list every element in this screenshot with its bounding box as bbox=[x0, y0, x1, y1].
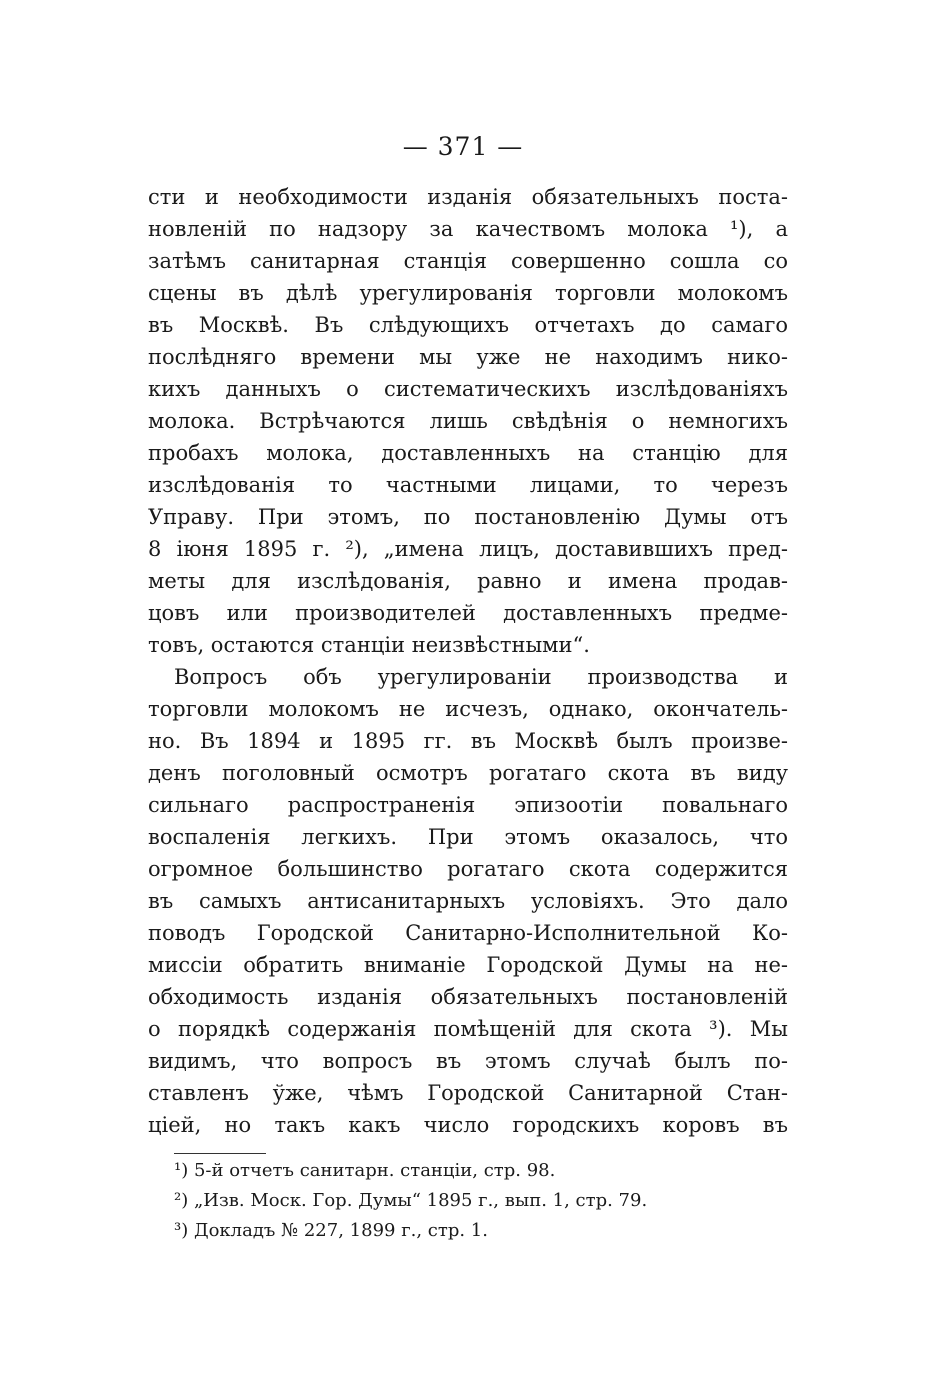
text-line: миссіи обратить вниманіе Городской Думы на не- bbox=[148, 953, 788, 977]
footnotes bbox=[174, 1156, 794, 1246]
text-line: Управу. При этомъ, по постановленію Думы отъ bbox=[148, 505, 788, 529]
text-line: меты для изслѣдованія, равно и имена продав- bbox=[148, 569, 788, 593]
text-line: сильнаго распространенія эпизоотіи повальнаго bbox=[148, 793, 788, 817]
text-line: но. Въ 1894 и 1895 гг. въ Москвѣ былъ произве- bbox=[148, 729, 788, 753]
text-line: поводъ Городской Санитарно-Исполнительной Ко- bbox=[148, 921, 788, 945]
text-line: послѣдняго времени мы уже не находимъ нико- bbox=[148, 345, 788, 369]
text-line: сти и необходимости изданія обязательныхъ поста- bbox=[148, 185, 788, 209]
text-line: молока. Встрѣчаются лишь свѣдѣнія о немногихъ bbox=[148, 409, 788, 433]
text-line: 8 іюня 1895 г. ²), „имена лицъ, доставившихъ пред- bbox=[148, 537, 788, 561]
paragraph-2 bbox=[148, 661, 788, 1141]
footnote-1: ¹) 5-й отчетъ санитарн. станціи, стр. 98. bbox=[174, 1160, 556, 1181]
text-line: огромное большинство рогатаго скота содержится bbox=[148, 857, 788, 881]
paragraph-1 bbox=[148, 181, 788, 661]
text-line: затѣмъ санитарная станція совершенно сошла со bbox=[148, 249, 788, 273]
text-line: сцены въ дѣлѣ урегулированія торговли молокомъ bbox=[148, 281, 788, 305]
text-line: товъ, остаются станціи неизвѣстными“. bbox=[148, 633, 590, 657]
text-line: ставленъ ўже, чѣмъ Городской Санитарной Стан- bbox=[148, 1081, 788, 1105]
page-number: — 371 — bbox=[402, 132, 524, 161]
text-line: видимъ, что вопросъ въ этомъ случаѣ былъ по- bbox=[148, 1049, 788, 1073]
text-line: Вопросъ объ урегулированіи производства и bbox=[174, 665, 788, 689]
text-line: цовъ или производителей доставленныхъ предме- bbox=[148, 601, 788, 625]
text-line: о порядкѣ содержанія помѣщеній для скота ³). Мы bbox=[148, 1017, 788, 1041]
footnote-divider bbox=[174, 1153, 266, 1154]
body-text bbox=[148, 181, 788, 1141]
text-line: новленій по надзору за качествомъ молока ¹), а bbox=[148, 217, 788, 241]
text-line: въ самыхъ антисанитарныхъ условіяхъ. Это дало bbox=[148, 889, 788, 913]
text-line: денъ поголовный осмотръ рогатаго скота въ виду bbox=[148, 761, 788, 785]
footnote-2: ²) „Изв. Моск. Гор. Думы“ 1895 г., вып. 1, стр. 79. bbox=[174, 1190, 648, 1211]
text-line: кихъ данныхъ о систематическихъ изслѣдованіяхъ bbox=[148, 377, 788, 401]
text-line: ціей, но такъ какъ число городскихъ коровъ въ bbox=[148, 1113, 788, 1137]
text-line: воспаленія легкихъ. При этомъ оказалось, что bbox=[148, 825, 788, 849]
footnote-3: ³) Докладъ № 227, 1899 г., стр. 1. bbox=[174, 1220, 488, 1241]
text-line: въ Москвѣ. Въ слѣдующихъ отчетахъ до самаго bbox=[148, 313, 788, 337]
text-line: пробахъ молока, доставленныхъ на станцію для bbox=[148, 441, 788, 465]
text-line: обходимость изданія обязательныхъ постановленій bbox=[148, 985, 788, 1009]
text-line: торговли молокомъ не исчезъ, однако, окончатель- bbox=[148, 697, 788, 721]
text-line: изслѣдованія то частными лицами, то черезъ bbox=[148, 473, 788, 497]
